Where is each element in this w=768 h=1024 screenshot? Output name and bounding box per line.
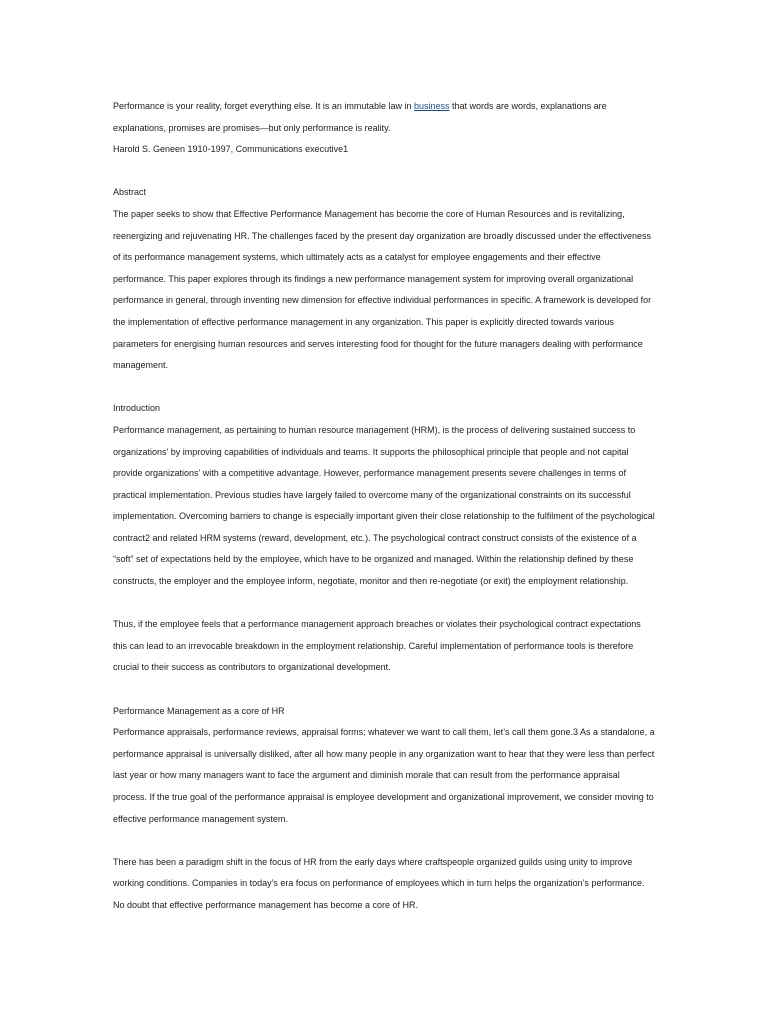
epigraph-quote <box>113 96 655 139</box>
spacer <box>113 679 655 701</box>
document-body <box>113 96 655 917</box>
core-section-paragraph-1: Performance appraisals, performance reviews, appraisal forms; whatever we want to call them, let’s call them gone.3 As a standalone, a performance appraisal is universally disliked, after all how many people in any organization want to hear that they were less than perfect last year or how many managers want to face the argument and diminish morale that can result from the performance appraisal process. If the true goal of the performance appraisal is employee development and organizational improvement, we consider moving to effective performance management system. <box>113 727 655 824</box>
introduction-paragraph-2: Thus, if the employee feels that a performance management approach breaches or violates their psychological contract expectations this can lead to an irrevocable breakdown in the employment relationship. Careful implementation of performance tools is therefore crucial to their success as contributors to organizational development. <box>113 619 641 673</box>
introduction-paragraph-1: Performance management, as pertaining to human resource management (HRM), is the process of delivering sustained success to organizations’ by improving capabilities of individuals and teams. It supports the philosophical principle that people and not capital provide organizations’ with a competitive advantage. However, performance management presents severe challenges in terms of practical implementation. Previous studies have largely failed to overcome many of the organizational constraints on its successful implementation. Overcoming barriers to change is especially important given their close relationship to the fulfilment of the psychological contract2 and related HRM systems (reward, development, etc.). The psychological contract construct consists of the existence of a “soft” set of expectations held by the employee, which have to be organized and managed. Within the relationship defined by these constructs, the employer and the employee inform, negotiate, monitor and then re-negotiate (or exit) the employment relationship. <box>113 424 655 587</box>
spacer <box>113 161 655 183</box>
quote-text-before-link: Performance is your reality, forget everything else. It is an immutable law in <box>113 101 414 111</box>
quote-attribution: Harold S. Geneen 1910-1997, Communications executive1 <box>113 144 349 155</box>
spacer <box>113 377 655 399</box>
core-section-heading: Performance Management as a core of HR <box>113 705 285 716</box>
business-link[interactable]: business <box>413 101 450 111</box>
introduction-heading: Introduction <box>113 403 161 414</box>
quote-text-after-link: that words are words, explanations are explanations, promises are promises—but only performance is reality. <box>113 101 607 133</box>
core-section-paragraph-2: There has been a paradigm shift in the focus of HR from the early days where craftspeople organized guilds using unity to improve working conditions. Companies in today’s era focus on performance of employees which in turn helps the organization’s performance. No doubt that effective performance management has become a core of HR. <box>113 856 645 910</box>
spacer <box>113 830 655 852</box>
spacer <box>113 593 655 615</box>
abstract-paragraph: The paper seeks to show that Effective Performance Management has become the core of Human Resources and is revitalizing, reenergizing and rejuvenating HR. The challenges faced by the present day organization are broadly discussed under the effectiveness of its performance management systems, which ultimately acts as a catalyst for employee engagements and their effective performance. This paper explores through its findings a new performance management system for improving overall organizational performance in general, through inventing new dimension for effective individual performances in specific. A framework is developed for the implementation of effective performance management in any organization. This paper is explicitly directed towards various parameters for energising human resources and serves interesting food for thought for the future managers dealing with performance management. <box>113 208 652 371</box>
abstract-heading: Abstract <box>113 187 147 198</box>
